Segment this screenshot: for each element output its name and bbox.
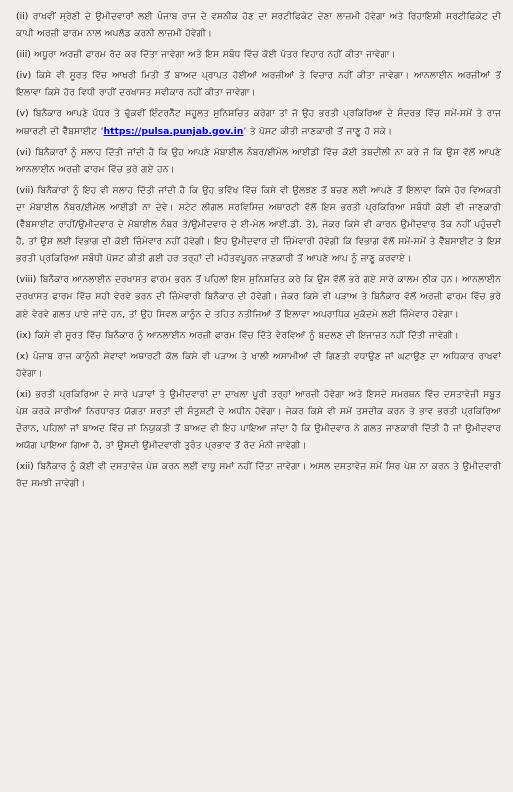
paragraph-viii: (viii) ਬਿਨੈਕਾਰ ਆਨਲਾਈਨ ਦਰਖਾਸਤ ਫਾਰਮ ਭਰਨ ਤੋਂ ਪਹਿਲਾਂ ਇਸ ਸੁਨਿਸ਼ਚਿਤ ਕਰੇ ਕਿ ਉਸ ਵੱਲੋਂ ਭਰੇ ਗਏ ਸਾਰੇ ਕਾਲਮ ਠੀਕ ਹਨ। ਆਨਲਾਈਨ ਦਰਖਾਸਤ ਫਾਰਮ ਵਿੱਚ ਸਹੀ ਵੇਰਵੇ ਭਰਨ ਦੀ ਜ਼ਿੰਮੇਵਾਰੀ ਬਿਨੈਕਾਰ ਦੀ ਹੋਵੇਗੀ। ਜੇਕਰ ਕਿਸੇ ਵੀ ਪੜਾਅ ਤੇ ਬਿਨੈਕਾਰ ਵੱਲੋਂ ਅਰਜ਼ੀ ਫਾਰਮ ਵਿੱਚ ਭਰੇ ਗਏ ਵੇਰਵੇ ਗਲਤ ਪਾਏ ਜਾਂਦੇ ਹਨ, ਤਾਂ ਉਹ ਸਿਵਲ ਕਾਨੂੰਨ ਦੇ ਤਹਿਤ ਨਤੀਜਿਆਂ ਤੋਂ ਇਲਾਵਾ ਅਪਰਾਧਿਕ ਮੁਕੱਦਮੇ ਲਈ ਜ਼ਿੰਮੇਵਾਰ ਹੋਵੇਗਾ। xyxy=(16,274,501,320)
website-link[interactable]: https://pulsa.punjab.gov.in xyxy=(103,125,244,137)
paragraph-v-text-before: (v) ਬਿਨੈਕਾਰ ਆਪਣੇ ਪੱਧਰ ਤੇ ਢੁੱਕਵੀਂ ਇੰਟਰਨੈੱਟ ਸਹੂਲਤ ਸੁਨਿਸ਼ਚਿਤ ਕਰੇਗਾ ਤਾਂ ਜੋ ਉਹ ਭਰਤੀ ਪ੍ਰਕਿਰਿਆ ਦੇ ਸੰਦਰਭ ਵਿੱਚ ਸਮੇਂ-ਸਮੇਂ ਤੇ ਰਾਜ ਅਥਾਰਟੀ ਦੀ ਵੈੱਬਸਾਈਟ ‘ xyxy=(16,108,501,137)
paragraph-ix: (ix) ਕਿਸੇ ਵੀ ਸੂਰਤ ਵਿੱਚ ਬਿਨੈਕਾਰ ਨੂੰ ਆਨਲਾਈਨ ਅਰਜ਼ੀ ਫਾਰਮ ਵਿੱਚ ਦਿੱਤੇ ਵੇਰਵਿਆਂ ਨੂੰ ਬਦਲਣ ਦੀ ਇਜਾਜ਼ਤ ਨਹੀਂ ਦਿੱਤੀ ਜਾਵੇਗੀ। xyxy=(16,329,459,341)
paragraph-v-text-after: ’ ਤੇ ਪੋਸਟ ਕੀਤੀ ਜਾਣਕਾਰੀ ਤੋਂ ਜਾਣੂ ਹੋ ਸਕੇ। xyxy=(243,125,393,137)
document-body xyxy=(16,8,501,784)
paragraph-xi: (xi) ਭਰਤੀ ਪ੍ਰਕਿਰਿਆ ਦੇ ਸਾਰੇ ਪੜਾਵਾਂ ਤੇ ਉਮੀਦਵਾਰਾਂ ਦਾ ਦਾਖਲਾ ਪੂਰੀ ਤਰ੍ਹਾਂ ਆਰਜ਼ੀ ਹੋਵੇਗਾ ਅਤੇ ਇਸਦੇ ਸਮਰਥਨ ਵਿੱਚ ਦਸਤਾਵੇਜ਼ੀ ਸਬੂਤ ਪੇਸ਼ ਕਰਕੇ ਸਾਰੀਆਂ ਨਿਰਧਾਰਤ ਯੋਗਤਾ ਸ਼ਰਤਾਂ ਦੀ ਸੰਤੁਸ਼ਟੀ ਦੇ ਅਧੀਨ ਹੋਵੇਗਾ। ਜੇਕਰ ਕਿਸੇ ਵੀ ਸਮੇਂ ਤਸਦੀਕ ਕਰਨ ਤੇ ਭਾਵ ਭਰਤੀ ਪ੍ਰਕਿਰਿਆ ਦੌਰਾਨ, ਪਹਿਲਾਂ ਜਾਂ ਬਾਅਦ ਵਿੱਚ ਜਾਂ ਨਿਯੁਕਤੀ ਤੋਂ ਬਾਅਦ ਵੀ ਇਹ ਪਾਇਆ ਜਾਂਦਾ ਹੈ ਕਿ ਉਮੀਦਵਾਰ ਨੇ ਗਲਤ ਜਾਣਕਾਰੀ ਦਿੱਤੀ ਹੈ ਜਾਂ ਉਮੀਦਵਾਰ ਅਯੋਗ ਪਾਇਆ ਗਿਆ ਹੈ, ਤਾਂ ਉਸਦੀ ਉਮੀਦਵਾਰੀ ਤੁਰੰਤ ਪ੍ਰਭਾਵ ਤੋਂ ਰੱਦ ਮੰਨੀ ਜਾਵੇਗੀ। xyxy=(16,388,501,452)
paragraph-x: (x) ਪੰਜਾਬ ਰਾਜ ਕਾਨੂੰਨੀ ਸੇਵਾਵਾਂ ਅਥਾਰਟੀ ਕੋਲ ਕਿਸੇ ਵੀ ਪੜਾਅ ਤੇ ਖਾਲੀ ਅਸਾਮੀਆਂ ਦੀ ਗਿਣਤੀ ਵਧਾਉਣ ਜਾਂ ਘਟਾਉਣ ਦਾ ਅਧਿਕਾਰ ਰਾਖਵਾਂ ਹੋਵੇਗਾ। xyxy=(16,350,501,379)
paragraph-iii: (iii) ਅਧੂਰਾ ਅਰਜ਼ੀ ਫਾਰਮ ਰੱਦ ਕਰ ਦਿੱਤਾ ਜਾਵੇਗਾ ਅਤੇ ਇਸ ਸਬੰਧ ਵਿੱਚ ਕੋਈ ਪੱਤਰ ਵਿਹਾਰ ਨਹੀਂ ਕੀਤਾ ਜਾਵੇਗਾ। xyxy=(16,49,396,61)
paragraph-v xyxy=(16,105,501,139)
paragraph-vi: (vi) ਬਿਨੈਕਾਰਾਂ ਨੂੰ ਸਲਾਹ ਦਿੱਤੀ ਜਾਂਦੀ ਹੈ ਕਿ ਉਹ ਆਪਣੇ ਮੋਬਾਈਲ ਨੰਬਰ/ਈਮੇਲ ਆਈਡੀ ਵਿੱਚ ਕੋਈ ਤਬਦੀਲੀ ਨਾ ਕਰੇ ਜੋ ਕਿ ਉਸ ਵੱਲੋਂ ਆਪਣੇ ਆਨਲਾਈਨ ਅਰਜ਼ੀ ਫਾਰਮ ਵਿੱਚ ਭਰੇ ਗਏ ਹਨ। xyxy=(16,146,501,175)
paragraph-vii: (vii) ਬਿਨੈਕਾਰਾਂ ਨੂੰ ਇਹ ਵੀ ਸਲਾਹ ਦਿੱਤੀ ਜਾਂਦੀ ਹੈ ਕਿ ਉਹ ਭਵਿੱਖ ਵਿੱਚ ਕਿਸੇ ਵੀ ਉਲਝਣ ਤੋਂ ਬਚਣ ਲਈ ਆਪਣੇ ਤੋਂ ਇਲਾਵਾ ਕਿਸੇ ਹੋਰ ਵਿਅਕਤੀ ਦਾ ਮੋਬਾਈਲ ਨੰਬਰ/ਈਮੇਲ ਆਈਡੀ ਨਾ ਦੇਵੇ। ਸਟੇਟ ਲੀਗਲ ਸਰਵਿਸਿਜ਼ ਅਥਾਰਟੀ ਵੱਲੋਂ ਇਸ ਭਰਤੀ ਪ੍ਰਕਿਰਿਆ ਸਬੰਧੀ ਕੋਈ ਵੀ ਜਾਣਕਾਰੀ (ਵੈੱਬਸਾਈਟ ਰਾਹੀਂ/ਉਮੀਦਵਾਰ ਦੇ ਮੋਬਾਈਲ ਨੰਬਰ ਤੇ/ਉਮੀਦਵਾਰ ਦੇ ਈ-ਮੇਲ ਆਈ.ਡੀ. ਤੇ), ਜੇਕਰ ਕਿਸੇ ਵੀ ਕਾਰਨ ਉਮੀਦਵਾਰ ਤੱਕ ਨਹੀਂ ਪਹੁੰਚਦੀ ਹੈ, ਤਾਂ ਉਸ ਲਈ ਵਿਭਾਗ ਦੀ ਕੋਈ ਜ਼ਿੰਮੇਵਾਰ ਨਹੀਂ ਹੋਵੇਗੀ। ਇਹ ਉਮੀਦਵਾਰ ਦੀ ਜ਼ਿੰਮੇਵਾਰੀ ਹੋਵੇਗੀ ਕਿ ਵਿਭਾਗ ਵੱਲੋਂ ਸਮੇਂ-ਸਮੇਂ ਤੇ ਵੈੱਬਸਾਈਟ ਤੇ ਇਸ ਭਰਤੀ ਪ੍ਰਕਿਰਿਆ ਸਬੰਧੀ ਪੋਸਟ ਕੀਤੀ ਗਈ ਹਰ ਤਰ੍ਹਾਂ ਦੀ ਮਹੱਤਵਪੂਰਨ ਜਾਣਕਾਰੀ ਤੋਂ ਆਪਣੇ ਆਪ ਨੂੰ ਜਾਣੂ ਕਰਵਾਏ। xyxy=(16,184,501,265)
paragraph-iv: (iv) ਕਿਸੇ ਵੀ ਸੂਰਤ ਵਿੱਚ ਆਖਰੀ ਮਿਤੀ ਤੋਂ ਬਾਅਦ ਪ੍ਰਾਪਤ ਹੋਈਆਂ ਅਰਜ਼ੀਆਂ ਤੇ ਵਿਚਾਰ ਨਹੀਂ ਕੀਤਾ ਜਾਵੇਗਾ। ਆਨਲਾਈਨ ਅਰਜ਼ੀਆਂ ਤੋਂ ਇਲਾਵਾ ਕਿਸੇ ਹੋਰ ਵਿਧੀ ਰਾਹੀਂ ਦਰਖਾਸਤ ਸਵੀਕਾਰ ਨਹੀਂ ਕੀਤਾ ਜਾਵੇਗਾ। xyxy=(16,70,501,99)
paragraph-ii: (ii) ਰਾਖਵੀਂ ਸ੍ਰੇਣੀ ਦੇ ਉਮੀਦਵਾਰਾਂ ਲਈ ਪੰਜਾਬ ਰਾਜ ਦੇ ਵਸਨੀਕ ਹੋਣ ਦਾ ਸਰਟੀਫਿਕੇਟ ਦੇਣਾ ਲਾਜ਼ਮੀ ਹੋਵੇਗਾ ਅਤੇ ਰਿਹਾਇਸ਼ੀ ਸਰਟੀਫਿਕੇਟ ਦੀ ਕਾਪੀ ਅਰਜ਼ੀ ਫਾਰਮ ਨਾਲ ਅਪਲੋਡ ਕਰਨੀ ਲਾਜ਼ਮੀ ਹੋਵੇਗੀ। xyxy=(16,11,501,40)
paragraph-xii: (xii) ਬਿਨੈਕਾਰ ਨੂੰ ਕੋਈ ਵੀ ਦਸਤਾਵੇਜ਼ ਪੇਸ਼ ਕਰਨ ਲਈ ਵਾਧੂ ਸਮਾਂ ਨਹੀਂ ਦਿੱਤਾ ਜਾਵੇਗਾ। ਅਸਲ ਦਸਤਾਵੇਜ਼ ਸਮੇਂ ਸਿਰ ਪੇਸ਼ ਨਾ ਕਰਨ ਤੇ ਉਮੀਦਵਾਰੀ ਰੱਦ ਸਮਝੀ ਜਾਵੇਗੀ। xyxy=(16,461,501,490)
